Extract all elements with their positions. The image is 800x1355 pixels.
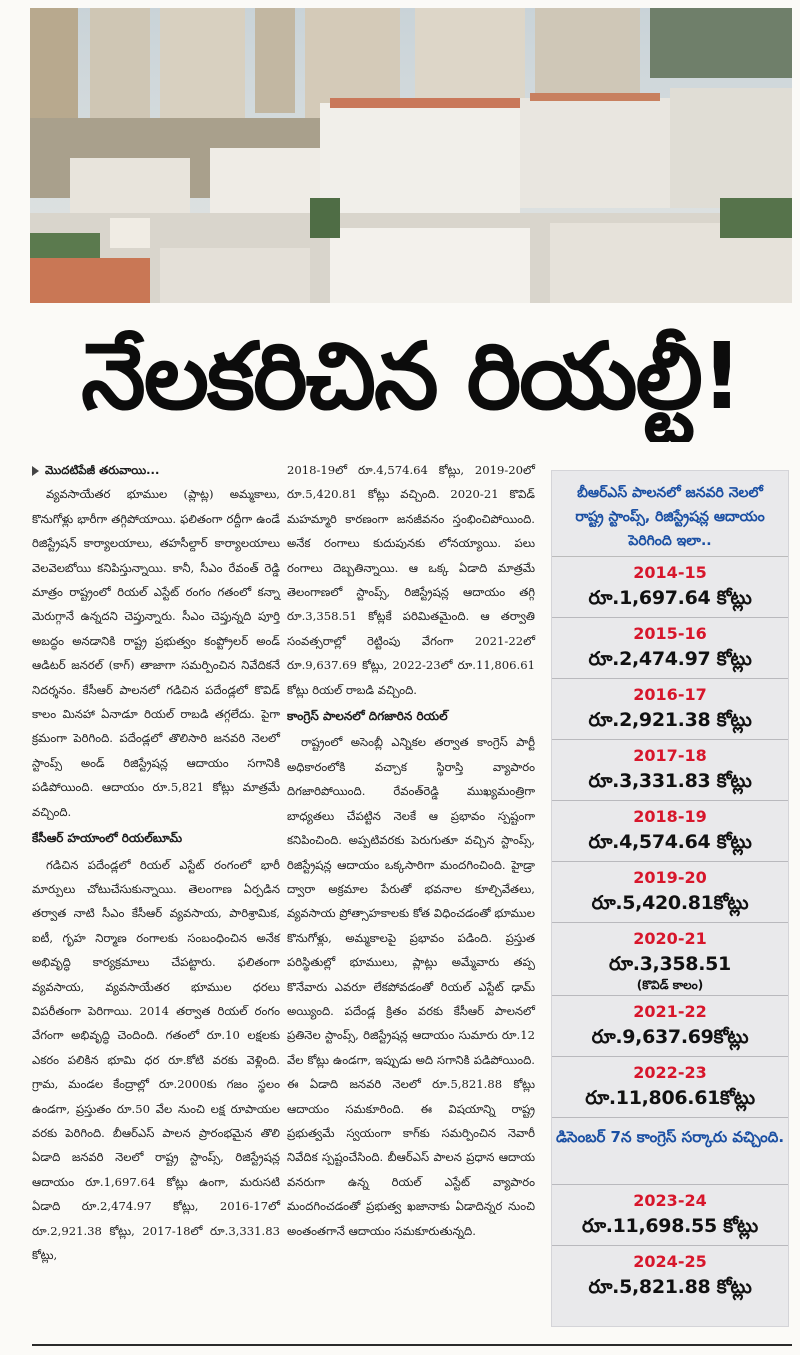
year-entry bbox=[552, 618, 788, 679]
revenue-amount: రూ.3,331.83 కోట్లు bbox=[588, 770, 752, 792]
article-paragraph: గడిచిన పదేండ్లలో రియల్ ఎస్టేట్ రంగంలో భారీ మార్పులు చోటుచేసుకున్నాయి. తెలంగాణ ఏర్పడిన తర్వాత నాటి సీఎం కేసీఆర్ వ్యవసాయ, పారిశ్రామిక, ఐటీ, గృహ నిర్మాణ రంగాలకు సంబంధించిన అనేక అభివృద్ధి కార్యక్రమాలు చేపట్టారు. ఫలితంగా వ్యవసాయ, వ్యవసాయేతర భూముల ధరలు విపరీతంగా పెరిగాయి. 2014 తర్వాత రియల్ రంగం వేగంగా అభివృద్ధి చెందింది. గతంలో రూ.10 లక్షలకు ఎకరం పలికిన భూమి ధర రూ.కోటి వరకు వెళ్లింది. గ్రామ, మండల కేంద్రాల్లో రూ.2000కు గజం స్థలం ఉండగా, ప్రస్తుతం రూ.50 వేల నుంచి లక్ష రూపాయల వరకు పెరిగింది. బీఆర్ఎస్ పాలన ప్రారంభమైన తొలి ఏడాది జనవరి నెలలో రాష్ట్ర స్టాంప్స్, రిజిస్ట్రేషన్ల ఆదాయం రూ.1,697.64 కోట్లు ఉంగా, మరుసటి ఏడాది రూ.2,474.97 కోట్లు, 2016-17లో రూ.2,921.38 కోట్లు, 2017-18లో రూ.3,331.83 కోట్లు, bbox=[32, 857, 280, 1262]
year-entry bbox=[552, 557, 788, 618]
year-entry bbox=[552, 1185, 788, 1246]
year-entry bbox=[552, 996, 788, 1057]
continued-from-front-page bbox=[32, 458, 280, 482]
article-paragraph: రాష్ట్రంలో అసెంబ్లీ ఎన్నికల తర్వాత కాంగ్రెస్ పార్టీ అధికారంలోకి వచ్చాక స్థిరాస్తి వ్యాపారం దిగజారిపోయింది. రేవంత్‌రెడ్డి ముఖ్యమంత్రిగా బాధ్యతలు చేపట్టిన నెలకే ఆ ప్రభావం స్పష్టంగా కనిపించింది. అప్పటివరకు పెరుగుతూ వచ్చిన స్టాంప్స్, రిజిస్ట్రేషన్ల ఆదాయం ఒక్కసారిగా మందగించింది. హైడ్రా ద్వారా అక్రమాల పేరుతో భవనాల కూల్చివేతలు, వ్యవసాయ ప్రోత్సాహకాలకు కోత విధించడంతో భూముల కొనుగోళ్లు, అమ్మకాలపై ప్రభావం పడింది. ప్రస్తుత పరిస్థితుల్లో భూములు, ప్లాట్లు అమ్మేవారు తప్ప కొనేవారు ఎవరూ లేకపోవడంతో రియల్ ఎస్టేట్ ఢామ్ అయ్యింది. పదేండ్ల క్రితం వరకు కేసీఆర్ పాలనలో ప్రతినెల స్టాంప్స్, రిజిస్ట్రేషన్ల ఆదాయం సుమారు రూ.12 వేల కోట్లు ఉండగా, ఇప్పుడు అది సగానికి పడిపోయింది. ఈ ఏడాది జనవరి నెలలో రూ.5,821.88 కోట్లు ఆదాయం సమకూరింది. ఈ విషయాన్ని రాష్ట్ర ప్రభుత్వమే స్వయంగా కాగ్‌కు సమర్పించిన నెవారీ నివేదిక స్పష్టంచేసింది. బీఆర్ఎస్ పాలన ప్రధాన ఆదాయ వనరుగా ఉన్న రియల్ ఎస్టేట్ వ్యాపారం మందగించడంతో ప్రభుత్వ ఖజానాకు ఏడాదిన్నర నుంచి అంతంతగానే ఆదాయం సమకూరుతున్నది. bbox=[287, 735, 535, 1238]
year-entry bbox=[552, 862, 788, 923]
year-entry bbox=[552, 740, 788, 801]
year-label: 2023-24 bbox=[633, 1191, 707, 1210]
year-label: 2022-23 bbox=[633, 1063, 707, 1082]
bottom-divider bbox=[32, 1344, 792, 1346]
city-skyline-photo bbox=[30, 8, 792, 303]
revenue-amount: రూ.1,697.64 కోట్లు bbox=[588, 587, 752, 609]
revenue-amount: రూ.5,821.88 కోట్లు bbox=[588, 1276, 752, 1298]
year-entry bbox=[552, 679, 788, 740]
revenue-amount: రూ.9,637.69కోట్లు bbox=[591, 1026, 749, 1048]
year-label: 2019-20 bbox=[633, 868, 707, 887]
year-label: 2021-22 bbox=[633, 1002, 707, 1021]
subheading: కేసీఆర్ హయాంలో రియల్‌బూమ్ bbox=[32, 831, 183, 846]
headline: నేలకరిచిన రియల్టీ! bbox=[81, 323, 741, 430]
revenue-amount: రూ.5,420.81కోట్లు bbox=[591, 892, 749, 914]
revenue-amount: రూ.11,806.61కోట్లు bbox=[585, 1087, 755, 1109]
year-label: 2018-19 bbox=[633, 807, 707, 826]
year-label: 2020-21 bbox=[633, 929, 707, 948]
revenue-amount: రూ.2,921.38 కోట్లు bbox=[588, 709, 752, 731]
year-label: 2016-17 bbox=[633, 685, 707, 704]
revenue-sidebar bbox=[551, 470, 789, 1327]
congress-government-note: డిసెంబర్ 7న కాంగ్రెస్ సర్కారు వచ్చింది. bbox=[552, 1118, 788, 1185]
year-label: 2017-18 bbox=[633, 746, 707, 765]
covid-note: (కొవిడ్ కాలం) bbox=[636, 978, 704, 992]
kicker-text: మొదటిపేజీ తరువాయి... bbox=[45, 463, 160, 477]
year-label: 2024-25 bbox=[633, 1252, 707, 1271]
year-entry bbox=[552, 1246, 788, 1307]
city-skyline-icon bbox=[30, 8, 792, 303]
article-paragraph: వ్యవసాయేతర భూముల (ప్లాట్ల) అమ్మకాలు, కొనుగోళ్లు భారీగా తగ్గిపోయాయి. ఫలితంగా రద్దీగా ఉండే రిజిస్ట్రేషన్ కార్యాలయాలు, తహసీల్దార్ కార్యాలయాలు వెలవెలబోయి కనిపిస్తున్నాయి. కానీ, సీఎం రేవంత్ రెడ్డి మాత్రం రాష్ట్రంలో రియల్ ఎస్టేట్ రంగం గతంలో కన్నా మెరుగ్గానే ఉన్నదని చెప్తున్నారు. సీఎం చెప్తున్నది పూర్తి అబద్ధం అనడానికి రాష్ట్ర ప్రభుత్వం కంప్ట్రోలర్ అండ్ ఆడిటర్ జనరల్ (కాగ్) తాజాగా సమర్పించిన నివేదికనే నిదర్శనం. కేసీఆర్ పాలనలో గడిచిన పదేండ్లలో కొవిడ్ కాలం మినహా ఏనాడూ రియల్ రాబడి తగ్గలేదు. పైగా క్రమంగా పెరిగింది. పదేండ్లలో తొలిసారి జనవరి నెలలో స్టాంప్స్ అండ్ రిజిస్ట్రేషన్ల ఆదాయం సగానికి పడిపోయింది. ఆదాయం రూ.5,821 కోట్లు మాత్రమే వచ్చింది. bbox=[32, 487, 280, 819]
year-entry bbox=[552, 801, 788, 862]
article-column-2 bbox=[287, 458, 535, 1243]
revenue-amount: రూ.11,698.55 కోట్లు bbox=[582, 1215, 758, 1237]
article-column-1 bbox=[32, 458, 280, 1267]
revenue-amount: రూ.4,574.64 కోట్లు bbox=[588, 831, 752, 853]
year-label: 2015-16 bbox=[633, 624, 707, 643]
revenue-amount: రూ.3,358.51 bbox=[609, 953, 731, 975]
arrow-right-icon bbox=[32, 466, 39, 476]
year-entry bbox=[552, 1057, 788, 1118]
article-paragraph: 2018-19లో రూ.4,574.64 కోట్లు, 2019-20లో రూ.5,420.81 కోట్లు వచ్చింది. 2020-21 కొవిడ్ మహమ్మారి కారణంగా జనజీవనం స్తంభించిపోయింది. అనేక రంగాలు కుదుపునకు లోనయ్యాయి. పలు రంగాలు దెబ్బతిన్నాయి. ఆ ఒక్క ఏడాది మాత్రమే తెలంగాణలో స్టాంప్స్, రిజిస్ట్రేషన్ల ఆదాయం తగ్గి రూ.3,358.51 కోట్లకే పరిమితమైంది. ఆ తర్వాతి సంవత్సరాల్లో రెట్టింపు వేగంగా 2021-22లో రూ.9,637.69 కోట్లు, 2022-23లో రూ.11,806.61 కోట్లు రియల్ రాబడి వచ్చింది. bbox=[287, 463, 535, 697]
year-label: 2014-15 bbox=[633, 563, 707, 582]
subheading: కాంగ్రెస్ పాలనలో దిగజారిన రియల్ bbox=[287, 709, 448, 724]
revenue-amount: రూ.2,474.97 కోట్లు bbox=[588, 648, 752, 670]
sidebar-intro: బీఆర్ఎస్ పాలనలో జనవరి నెలలో రాష్ట్ర స్టాంప్స్, రిజిస్ట్రేషన్ల ఆదాయం పెరిగింది ఇలా.. bbox=[552, 471, 788, 557]
year-entry bbox=[552, 923, 788, 996]
